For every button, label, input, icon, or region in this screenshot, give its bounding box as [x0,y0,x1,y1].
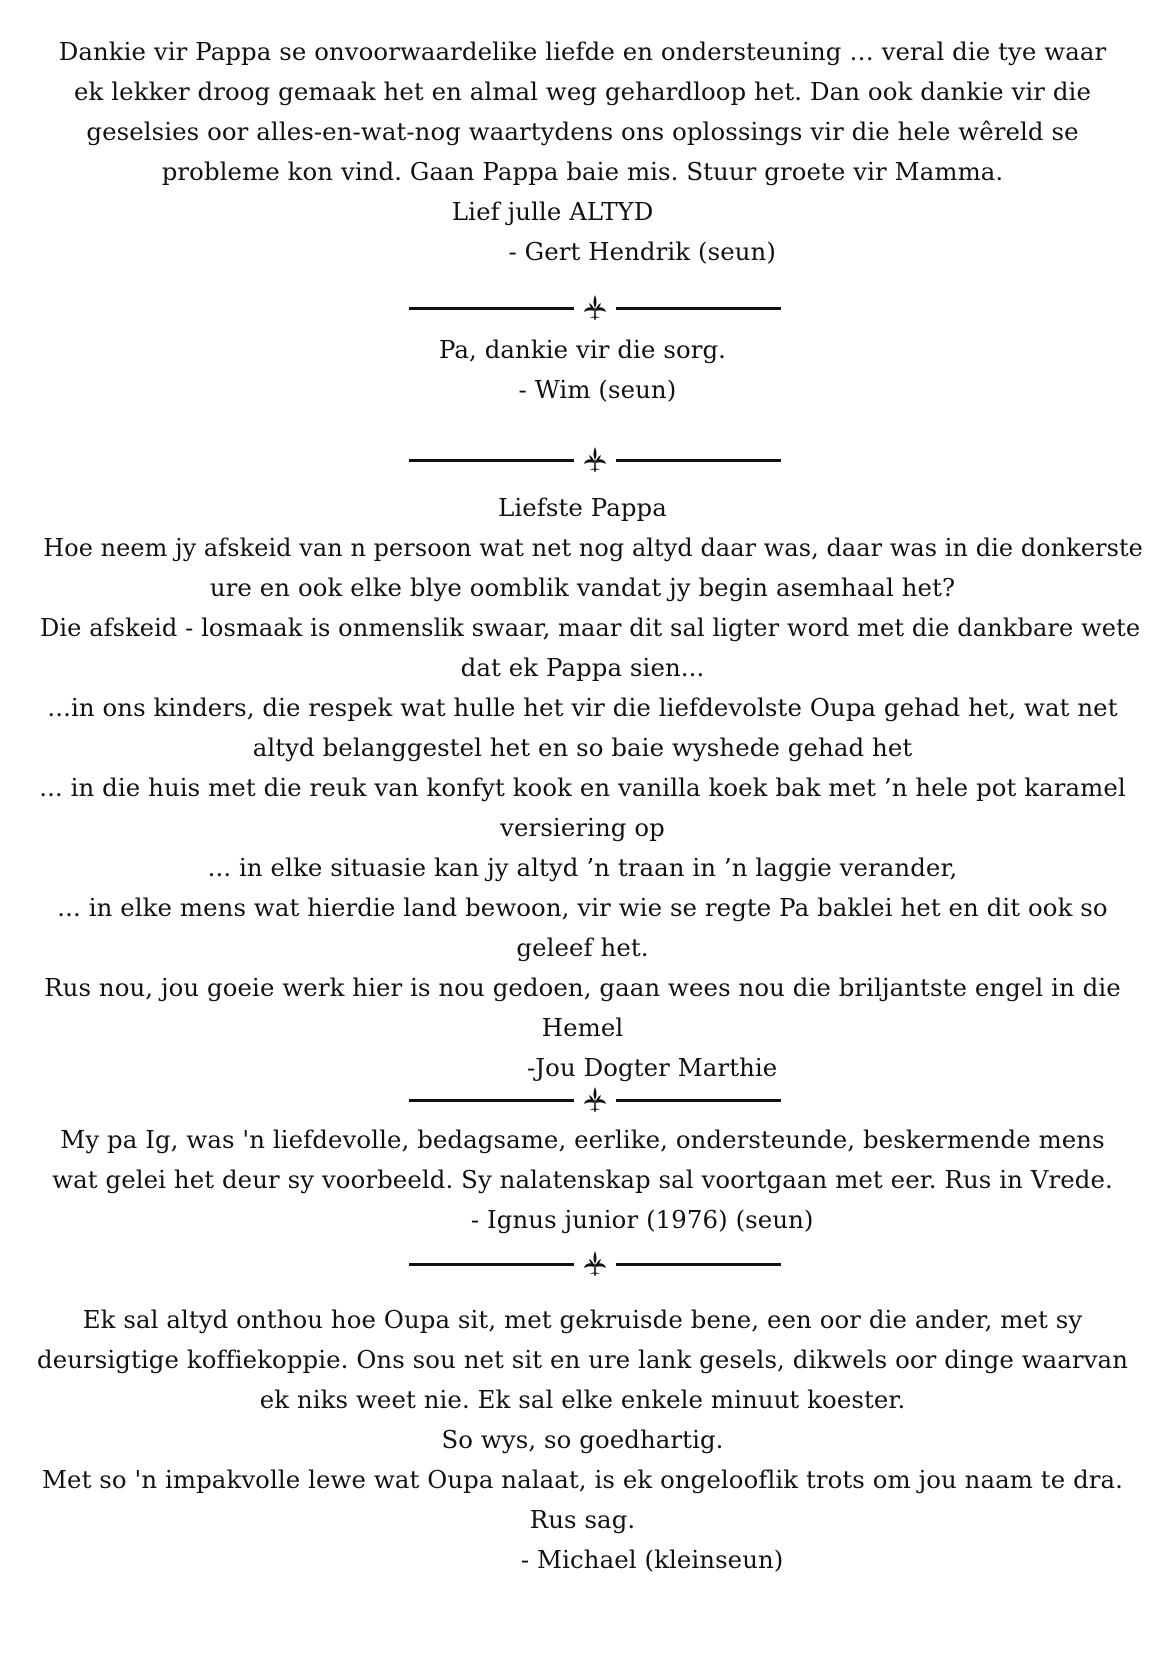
divider-line [616,1263,781,1266]
tribute-line: Pa, dankie vir die sorg. [438,335,727,364]
tribute-line: Die afskeid - losmaak is onmenslik swaar, maar dit sal ligter word met die dankbare wete [39,613,1141,642]
tribute-line: Ek sal altyd onthou hoe Oupa sit, met gekruisde bene, een oor die ander, met sy [82,1305,1083,1334]
section-divider [409,296,781,320]
tribute-line: deursigtige koffiekoppie. Ons sou net sit en ure lank gesels, dikwels oor dinge waarvan [36,1345,1129,1374]
fleuron-ornament-icon [580,1250,610,1278]
tribute-line: Hemel [541,1013,624,1042]
tribute-line: Met so 'n impakvolle lewe wat Oupa nalaat, is ek ongelooflik trots om jou naam te dra. [41,1465,1124,1494]
section-divider [409,1252,781,1276]
divider-line [409,459,574,462]
tribute-line: ure en ook elke blye oomblik vandat jy begin asemhaal het? [209,573,956,602]
tribute-line: ek lekker droog gemaak het en almal weg gehardloop het. Dan ook dankie vir die [74,77,1091,106]
tribute-line: geleef het. [516,933,649,962]
tribute-line: Rus sag. [529,1505,636,1534]
divider-line [409,307,574,310]
tribute-line: ... in elke situasie kan jy altyd ’n traan in ’n laggie verander, [207,853,958,882]
tribute-signature: -Jou Dogter Marthie [526,1053,778,1082]
tribute-line: Hoe neem jy afskeid van n persoon wat net nog altyd daar was, daar was in die donkerste [43,533,1143,562]
tribute-line: ...in ons kinders, die respek wat hulle het vir die liefdevolste Oupa gehad het, wat net [47,693,1118,722]
tribute-line: geselsies oor alles-en-wat-nog waartydens ons oplossings vir die hele wêreld se [86,117,1079,146]
tribute-line: ek niks weet nie. Ek sal elke enkele minuut koester. [259,1385,906,1414]
fleuron-ornament-icon [580,446,610,474]
section-divider [409,1088,781,1112]
tribute-signature: - Gert Hendrik (seun) [508,237,776,266]
divider-line [409,1099,574,1102]
tribute-gert-hendrik [30,32,1135,272]
tribute-marthie [30,488,1143,1088]
divider-line [616,1099,781,1102]
tribute-ignus-junior [30,1120,1135,1240]
tribute-line: dat ek Pappa sien... [460,653,705,682]
section-divider [409,448,781,472]
tribute-line: My pa Ig, was 'n liefdevolle, bedagsame, eerlike, ondersteunde, beskermende mens [60,1125,1105,1154]
tribute-line: Lief julle ALTYD [451,197,654,226]
tribute-line: versiering op [500,813,665,842]
fleuron-ornament-icon [580,294,610,322]
tribute-signature: - Michael (kleinseun) [520,1545,784,1574]
tribute-wim [30,330,1135,410]
tribute-signature: - Wim (seun) [518,375,677,404]
tribute-line: Dankie vir Pappa se onvoorwaardelike liefde en ondersteuning … veral die tye waar [58,37,1107,66]
tribute-signature: - Ignus junior (1976) (seun) [470,1205,814,1234]
tribute-michael [30,1300,1135,1580]
divider-line [616,307,781,310]
tribute-line: altyd belanggestel het en so baie wyshede gehad het [252,733,913,762]
tribute-line: probleme kon vind. Gaan Pappa baie mis. Stuur groete vir Mamma. [161,157,1004,186]
tribute-line: wat gelei het deur sy voorbeeld. Sy nalatenskap sal voortgaan met eer. Rus in Vrede. [52,1165,1113,1194]
tribute-line: ... in die huis met die reuk van konfyt kook en vanilla koek bak met ’n hele pot karamel [39,773,1126,802]
tribute-line: Rus nou, jou goeie werk hier is nou gedoen, gaan wees nou die briljantste engel in die [44,973,1121,1002]
divider-line [409,1263,574,1266]
tribute-line: ... in elke mens wat hierdie land bewoon, vir wie se regte Pa baklei het en dit ook so [57,893,1108,922]
tribute-line: So wys, so goedhartig. [441,1425,724,1454]
tribute-line: Liefste Pappa [498,493,667,522]
fleuron-ornament-icon [580,1086,610,1114]
divider-line [616,459,781,462]
